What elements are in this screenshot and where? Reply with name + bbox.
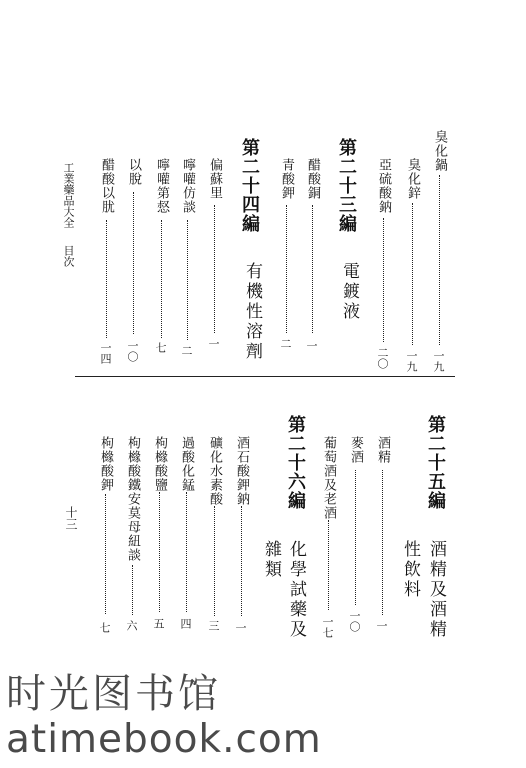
part-25-title-line1: 酒精及酒精 xyxy=(426,540,446,640)
toc-entry-page: 二 xyxy=(180,345,193,356)
toc-entry-label: 枸櫞酸鹽 xyxy=(152,436,167,492)
toc-entry-page: 一 xyxy=(207,338,220,349)
leader-dots xyxy=(105,494,106,614)
toc-entry-page: 五 xyxy=(152,618,165,629)
toc-entry-page: 六 xyxy=(125,620,138,631)
toc-entry-label: 枸櫞酸鐵安莫母紐談 xyxy=(125,436,140,562)
part-23-title: 電鍍液 xyxy=(339,262,359,322)
leader-dots xyxy=(383,218,384,342)
toc-entry-page: 七 xyxy=(98,622,111,633)
running-head-title: 工業藥品大全 xyxy=(62,162,75,228)
toc-entry-page: 一 xyxy=(375,620,388,631)
toc-entry-label: 醋酸銅 xyxy=(305,158,320,200)
toc-entry-page: 四 xyxy=(179,618,192,629)
part-24-heading: 第二十四編 xyxy=(239,138,260,233)
leader-dots xyxy=(187,220,188,340)
leader-dots xyxy=(412,203,413,345)
part-26-title-line1: 化學試藥及 xyxy=(286,540,306,640)
toc-entry-page: 一 xyxy=(234,622,247,633)
toc-entry-page: 三 xyxy=(207,620,220,631)
toc-entry-label: 酒精 xyxy=(375,436,390,464)
toc-entry-page: 七 xyxy=(154,342,167,353)
toc-entry-label: 枸櫞酸鉀 xyxy=(98,436,113,492)
leader-dots xyxy=(133,192,134,334)
toc-entry-page: 二 xyxy=(279,338,292,349)
leader-dots xyxy=(382,470,383,615)
leader-dots xyxy=(286,205,287,333)
watermark-url: atimebook.com xyxy=(6,717,322,762)
toc-entry-page: 二〇 xyxy=(376,347,389,369)
part-24-title: 有機性溶劑 xyxy=(242,262,262,362)
leader-dots xyxy=(439,175,440,345)
toc-entry-label: 醋酸以肬 xyxy=(99,158,114,214)
toc-entry-page: 一〇 xyxy=(126,340,139,362)
leader-dots xyxy=(241,506,242,616)
toc-entry-label: 臭化鋅 xyxy=(405,158,420,200)
watermark-chinese: 时光图书馆 xyxy=(6,671,221,717)
toc-entry-label: 過酸化錳 xyxy=(179,436,194,492)
toc-entry-label: 嚀嚾仿談 xyxy=(180,158,195,214)
part-25-title-line2: 性飲料 xyxy=(400,540,420,600)
toc-entry-label: 酒石酸鉀鈉 xyxy=(234,436,249,506)
part-26-title-line2: 雜類 xyxy=(261,540,281,580)
toc-entry-page: 一九 xyxy=(432,350,445,372)
toc-entry-page: 一四 xyxy=(99,342,112,364)
leader-dots xyxy=(106,220,107,338)
leader-dots xyxy=(214,205,215,333)
toc-entry-label: 麥酒 xyxy=(348,436,363,464)
running-head-section: 目次 xyxy=(62,245,75,267)
toc-entry-label: 嚀嚾第惄 xyxy=(154,158,169,214)
leader-dots xyxy=(159,492,160,612)
toc-entry-page: 一〇 xyxy=(348,610,361,632)
part-23-heading: 第二十三編 xyxy=(336,138,357,233)
leader-dots xyxy=(355,470,356,605)
divider-rule xyxy=(75,376,455,377)
leader-dots xyxy=(186,492,187,612)
toc-entry-page: 一 xyxy=(305,340,318,351)
part-26-heading: 第二十六編 xyxy=(285,415,306,510)
toc-entry-label: 青酸鉀 xyxy=(279,158,294,200)
toc-entry-page: 一七 xyxy=(321,616,334,638)
toc-entry-label: 葡萄酒及老酒 xyxy=(321,436,336,520)
page-number: 十三 xyxy=(64,506,78,530)
toc-entry-label: 以脫 xyxy=(126,158,141,186)
toc-entry-page: 一九 xyxy=(405,350,418,372)
leader-dots xyxy=(132,565,133,615)
toc-entry-label: 偏蘇里 xyxy=(207,158,222,200)
leader-dots xyxy=(312,205,313,333)
toc-entry-label: 亞硫酸鈉 xyxy=(376,158,391,214)
leader-dots xyxy=(214,506,215,616)
toc-entry-label: 臭化鍋 xyxy=(432,130,447,172)
leader-dots xyxy=(161,220,162,338)
leader-dots xyxy=(328,520,329,610)
part-25-heading: 第二十五編 xyxy=(425,415,446,510)
toc-entry-label: 礦化水素酸 xyxy=(207,436,222,506)
